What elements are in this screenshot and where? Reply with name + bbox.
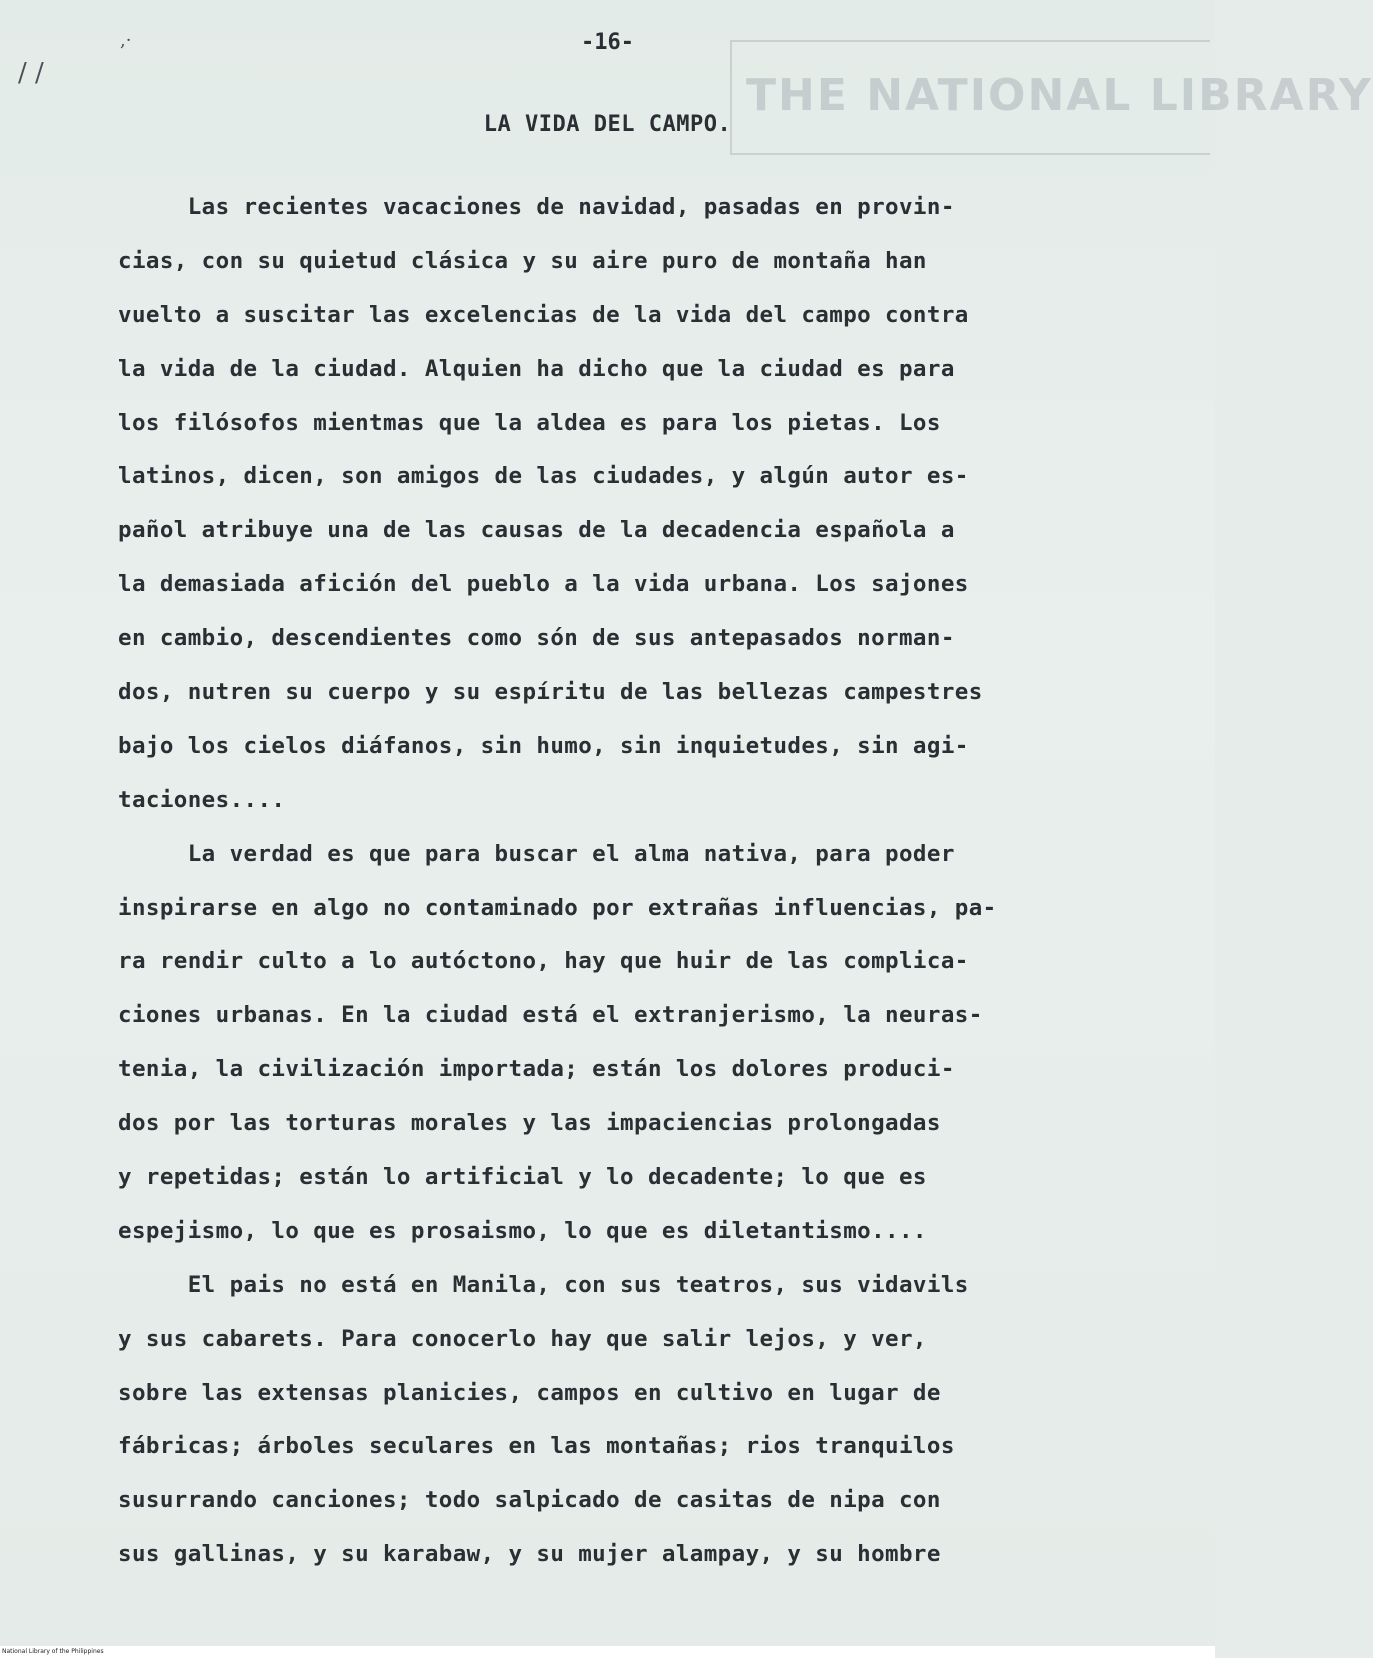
text-line: dos, nutren su cuerpo y su espíritu de las bellezas campestres xyxy=(118,679,983,706)
document-title: LA VIDA DEL CAMPO. xyxy=(483,112,732,137)
text-line: los filósofos mientmas que la aldea es para los pietas. Los xyxy=(118,409,941,436)
text-line: sobre las extensas planicies, campos en cultivo en lugar de xyxy=(118,1379,941,1406)
text-line: la vida de la ciudad. Alquien ha dicho que la ciudad es para xyxy=(118,355,955,382)
text-line: vuelto a suscitar las excelencias de la vida del campo contra xyxy=(118,301,969,328)
library-stamp: THE NATIONAL LIBRARY xyxy=(730,40,1210,155)
text-line: latinos, dicen, son amigos de las ciudades, y algún autor es- xyxy=(118,463,969,490)
text-line: sus gallinas, y su karabaw, y su mujer alampay, y su hombre xyxy=(118,1541,941,1568)
text-line: bajo los cielos diáfanos, sin humo, sin inquietudes, sin agi- xyxy=(118,732,969,759)
text-line: susurrando canciones; todo salpicado de casitas de nipa con xyxy=(118,1487,941,1514)
text-line: dos por las torturas morales y las impaciencias prolongadas xyxy=(118,1110,941,1137)
text-line: ciones urbanas. En la ciudad está el extranjerismo, la neuras- xyxy=(118,1002,983,1029)
text-line: en cambio, descendientes como són de sus antepasados norman- xyxy=(118,625,955,652)
text-line: espejismo, lo que es prosaismo, lo que es diletantismo.... xyxy=(118,1217,927,1244)
footer-credit: National Library of the Philippines xyxy=(0,1646,1215,1658)
text-line: y sus cabarets. Para conocerlo hay que salir lejos, y ver, xyxy=(118,1325,927,1352)
body-text xyxy=(118,190,1168,1591)
pen-mark: ,· xyxy=(120,30,132,51)
text-line: y repetidas; están lo artificial y lo decadente; lo que es xyxy=(118,1164,927,1191)
page-number: -16- xyxy=(581,30,634,55)
text-line: cias, con su quietud clásica y su aire puro de montaña han xyxy=(118,247,927,274)
text-line: inspirarse en algo no contaminado por extrañas influencias, pa- xyxy=(118,894,997,921)
text-line: fábricas; árboles seculares en las montañas; rios tranquilos xyxy=(118,1433,955,1460)
text-line: tenia, la civilización importada; están los dolores produci- xyxy=(118,1056,955,1083)
pen-mark: / / xyxy=(18,58,44,88)
text-line: ra rendir culto a lo autóctono, hay que huir de las complica- xyxy=(118,948,969,975)
text-line: Las recientes vacaciones de navidad, pasadas en provin- xyxy=(118,194,955,220)
text-line: la demasiada afición del pueblo a la vida urbana. Los sajones xyxy=(118,571,969,598)
text-line: La verdad es que para buscar el alma nativa, para poder xyxy=(118,840,955,867)
text-line: El pais no está en Manila, con sus teatros, sus vidavils xyxy=(118,1271,969,1298)
text-line: pañol atribuye una de las causas de la decadencia española a xyxy=(118,517,955,544)
text-line: taciones.... xyxy=(118,786,286,813)
